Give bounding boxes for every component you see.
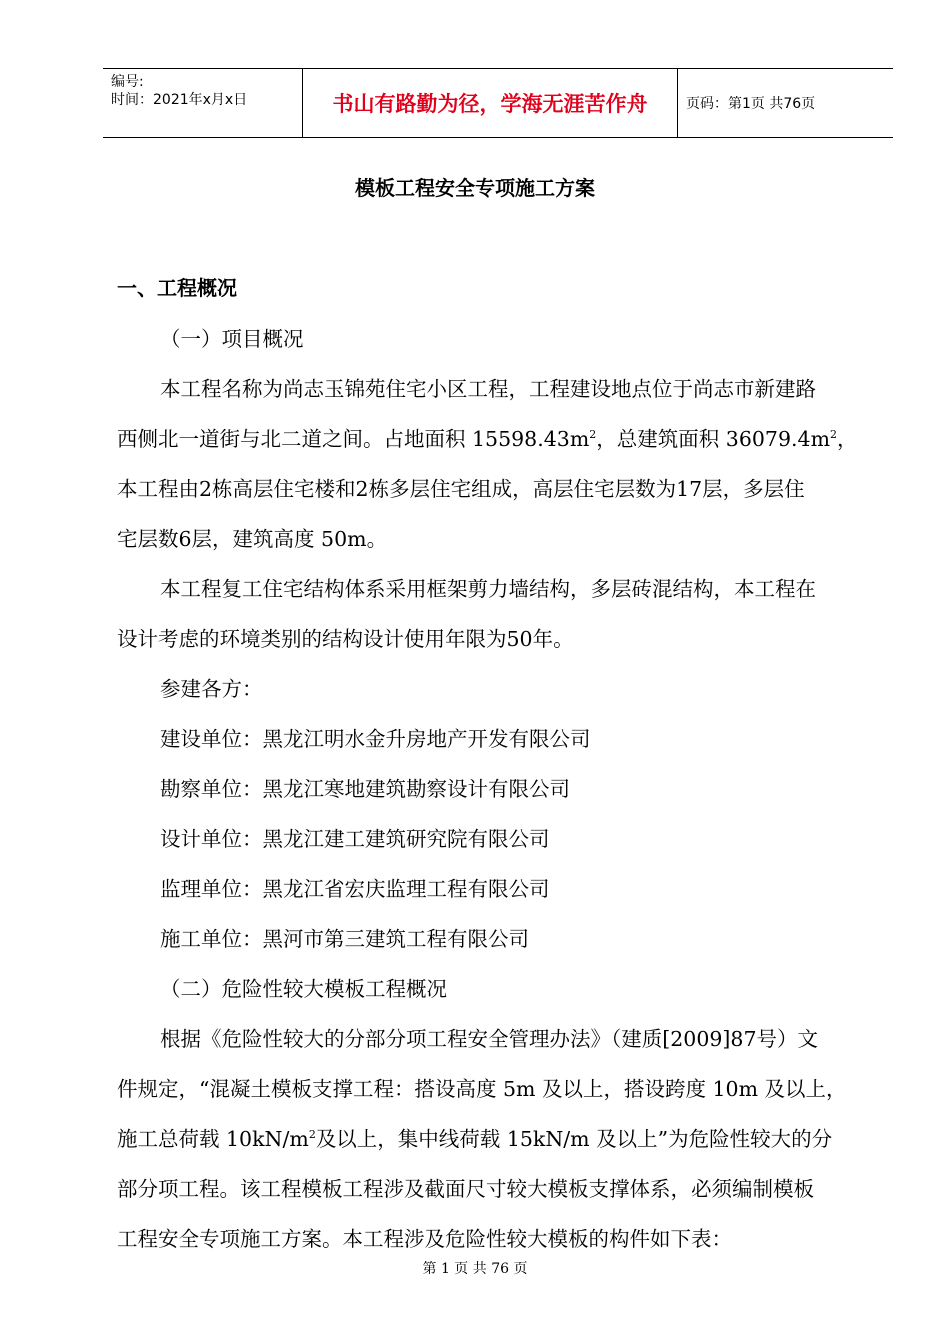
time-label: 时间：2021年x月x日 <box>111 92 248 108</box>
party-design-unit: 设计单位：黑龙江建工建筑研究院有限公司 <box>160 827 550 851</box>
document-title: 模板工程安全专项施工方案 <box>355 176 595 200</box>
paragraph-line: 本工程复工住宅结构体系采用框架剪力墙结构，多层砖混结构，本工程在 <box>160 577 816 601</box>
paragraph-line: 本工程名称为尚志玉锦苑住宅小区工程，工程建设地点位于尚志市新建路 <box>160 377 816 401</box>
party-supervision-unit: 监理单位：黑龙江省宏庆监理工程有限公司 <box>160 877 550 901</box>
paragraph-line: 设计考虑的环境类别的结构设计使用年限为50年。 <box>117 627 574 651</box>
paragraph-line <box>117 422 858 452</box>
superscript: 2 <box>830 428 838 442</box>
header-motto: 书山有路勤为径，学海无涯苦作舟 <box>303 69 678 137</box>
text-span: 西侧北一道街与北二道之间。占地面积 15598.43m <box>117 427 590 451</box>
section-heading-overview: 一、工程概况 <box>117 276 237 300</box>
header-page-info: 页码：第1页 共76页 <box>686 96 816 112</box>
page-footer: 第 1 页 共 76 页 <box>422 1261 528 1277</box>
superscript: 2 <box>308 1128 316 1142</box>
header-meta <box>103 69 303 137</box>
party-survey-unit: 勘察单位：黑龙江寒地建筑勘察设计有限公司 <box>160 777 570 801</box>
paragraph-line: 件规定，“混凝土模板支撑工程：搭设高度 5m 及以上，搭设跨度 10m 及以上， <box>117 1077 847 1101</box>
subheading-project-overview: （一）项目概况 <box>160 327 304 351</box>
text-span: 及以上，集中线荷载 15kN/m 及以上”为危险性较大的分 <box>315 1127 833 1151</box>
paragraph-line: 宅层数6层，建筑高度 50m。 <box>117 527 388 551</box>
paragraph-line: 工程安全专项施工方案。本工程涉及危险性较大模板的构件如下表： <box>117 1227 732 1251</box>
paragraph-line <box>117 1122 832 1152</box>
text-span: 施工总荷载 10kN/m <box>117 1127 309 1151</box>
page-header <box>103 68 893 138</box>
text-span: ， <box>837 427 858 451</box>
paragraph-line: 本工程由2栋高层住宅楼和2栋多层住宅组成，高层住宅层数为17层，多层住 <box>117 477 805 501</box>
number-label: 编号: <box>111 74 144 90</box>
party-construction-unit: 建设单位：黑龙江明水金升房地产开发有限公司 <box>160 727 591 751</box>
parties-label: 参建各方： <box>160 677 263 701</box>
subheading-dangerous-formwork: （二）危险性较大模板工程概况 <box>160 977 447 1001</box>
party-builder-unit: 施工单位：黑河市第三建筑工程有限公司 <box>160 927 529 951</box>
text-span: ，总建筑面积 36079.4m <box>596 427 831 451</box>
superscript: 2 <box>589 428 597 442</box>
paragraph-line: 根据《危险性较大的分部分项工程安全管理办法》（建质[2009]87号）文 <box>160 1027 819 1051</box>
paragraph-line: 部分项工程。该工程模板工程涉及截面尺寸较大模板支撑体系，必须编制模板 <box>117 1177 814 1201</box>
